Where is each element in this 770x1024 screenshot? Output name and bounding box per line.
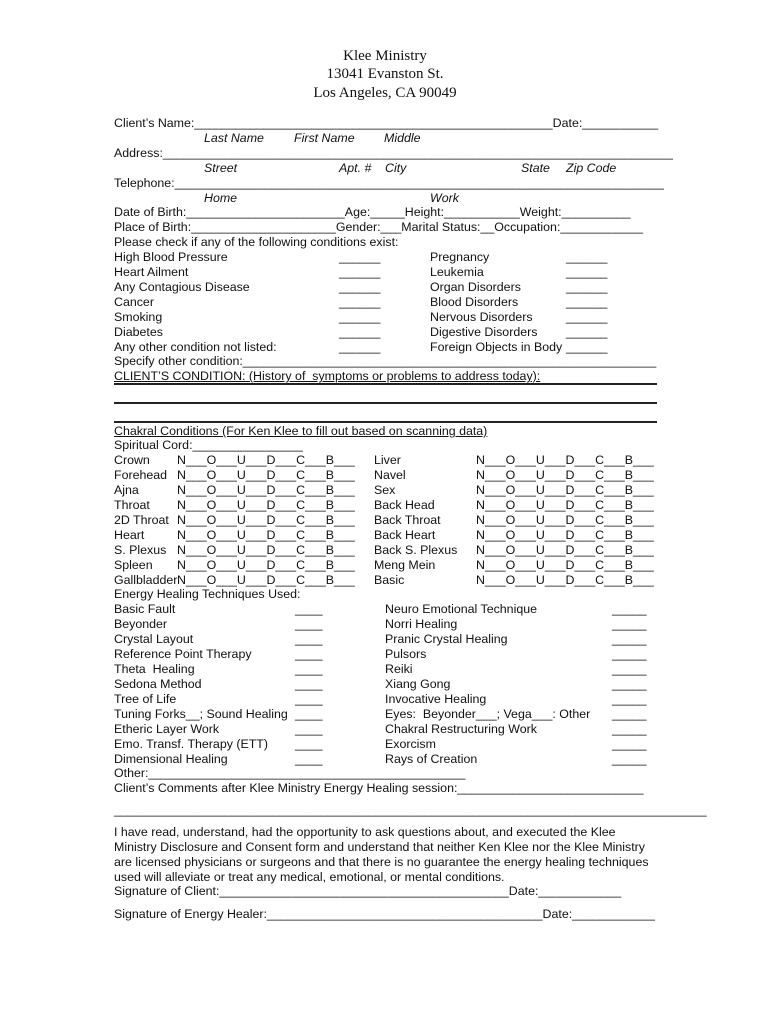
city-label: City [385, 161, 407, 175]
chakra-label: Forehead [114, 468, 168, 482]
chakra-scale[interactable]: N___O___U___D___C___B___ [476, 498, 654, 512]
technique-label: Exorcism [385, 737, 436, 751]
chakra-label: Throat [114, 498, 150, 512]
condition-label: High Blood Pressure [114, 250, 228, 264]
technique-label: Invocative Healing [385, 692, 487, 706]
condition-checkbox-blank[interactable]: ______ [339, 280, 381, 294]
last-name-label: Last Name [204, 131, 264, 145]
technique-checkbox-blank[interactable]: ____ [295, 677, 323, 691]
chakra-label: Sex [374, 483, 396, 497]
technique-checkbox-blank[interactable]: ____ [295, 647, 323, 661]
technique-label: Dimensional Healing [114, 752, 228, 766]
org-street: 13041 Evanston St. [326, 66, 444, 82]
client-name-field[interactable]: Client’s Name:____________________________________________________Date:___________ [114, 116, 659, 130]
technique-label: Pulsors [385, 647, 427, 661]
chakral-title: Chakral Conditions (For Ken Klee to fill out based on scanning data) [114, 424, 488, 438]
technique-checkbox-blank[interactable]: _____ [612, 722, 647, 736]
chakra-label: Meng Mein [374, 558, 436, 572]
technique-checkbox-blank[interactable]: _____ [612, 752, 647, 766]
technique-checkbox-blank[interactable]: ____ [295, 602, 323, 616]
condition-checkbox-blank[interactable]: ______ [566, 250, 608, 264]
technique-label: Sedona Method [114, 677, 202, 691]
consent-line: used will alleviate or treat any medical, emotional, or mental conditions. [114, 870, 505, 884]
condition-checkbox-blank[interactable]: ______ [339, 250, 381, 264]
technique-checkbox-blank[interactable]: _____ [612, 617, 647, 631]
chakra-scale[interactable]: N___O___U___D___C___B___ [177, 483, 355, 497]
condition-label: Smoking [114, 310, 163, 324]
org-city: Los Angeles, CA 90049 [313, 85, 457, 101]
specify-condition-field[interactable]: Specify other condition:____________________________________________________________ [114, 354, 657, 368]
chakra-label: Back Throat [374, 513, 441, 527]
address-field[interactable]: Address:__________________________________________________________________________ [114, 146, 673, 160]
chakra-label: Navel [374, 468, 406, 482]
consent-line: I have read, understand, had the opportunity to ask questions about, and executed the Klee [114, 825, 616, 839]
technique-label: Xiang Gong [385, 677, 451, 691]
technique-checkbox-blank[interactable]: _____ [612, 677, 647, 691]
chakra-scale[interactable]: N___O___U___D___C___B___ [476, 513, 654, 527]
middle-name-label: Middle [384, 131, 421, 145]
chakra-scale[interactable]: N___O___U___D___C___B___ [177, 498, 355, 512]
chakra-scale[interactable]: N___O___U___D___C___B___ [177, 468, 355, 482]
condition-label: Digestive Disorders [430, 325, 538, 339]
technique-checkbox-blank[interactable]: _____ [612, 707, 647, 721]
technique-checkbox-blank[interactable]: ____ [295, 662, 323, 676]
chakra-label: 2D Throat [114, 513, 169, 527]
condition-checkbox-blank[interactable]: ______ [339, 265, 381, 279]
technique-label: Rays of Creation [385, 752, 478, 766]
technique-label: Beyonder [114, 617, 168, 631]
client-comments-blank[interactable]: ______________________________________________________________________________________ [114, 803, 707, 817]
conditions-intro: Please check if any of the following conditions exist: [114, 235, 399, 249]
condition-rule-1 [114, 383, 657, 385]
condition-label: Blood Disorders [430, 295, 519, 309]
work-label: Work [430, 191, 459, 205]
technique-label: Eyes: Beyonder___; Vega___: Other [385, 707, 591, 721]
client-signature-field[interactable]: Signature of Client:__________________________________________Date:____________ [114, 884, 622, 898]
condition-checkbox-blank[interactable]: ______ [566, 325, 608, 339]
chakra-label: Spleen [114, 558, 153, 572]
chakra-scale[interactable]: N___O___U___D___C___B___ [476, 543, 654, 557]
technique-checkbox-blank[interactable]: ____ [295, 632, 323, 646]
condition-label: Foreign Objects in Body [430, 340, 563, 354]
technique-checkbox-blank[interactable]: ____ [295, 707, 323, 721]
chakra-label: Basic [374, 573, 405, 587]
condition-checkbox-blank[interactable]: ______ [339, 325, 381, 339]
chakra-scale[interactable]: N___O___U___D___C___B___ [476, 528, 654, 542]
first-name-label: First Name [294, 131, 355, 145]
condition-checkbox-blank[interactable]: ______ [566, 310, 608, 324]
chakra-scale[interactable]: N___O___U___D___C___B___ [476, 483, 654, 497]
technique-label: Neuro Emotional Technique [385, 602, 537, 616]
spiritual-cord-field[interactable]: Spiritual Cord:________________ [114, 438, 303, 452]
condition-label: Organ Disorders [430, 280, 521, 294]
chakra-label: Crown [114, 453, 150, 467]
condition-rule-2 [114, 402, 657, 404]
techniques-title: Energy Healing Techniques Used: [114, 587, 301, 601]
technique-checkbox-blank[interactable]: _____ [612, 632, 647, 646]
chakra-scale[interactable]: N___O___U___D___C___B___ [177, 558, 355, 572]
technique-label: Chakral Restructuring Work [385, 722, 537, 736]
condition-checkbox-blank[interactable]: ______ [339, 295, 381, 309]
technique-label: Crystal Layout [114, 632, 194, 646]
technique-checkbox-blank[interactable]: _____ [612, 662, 647, 676]
consent-line: are licensed physicians or surgeons and that there is no guarantee the energy healing techniques [114, 855, 649, 869]
condition-label: Heart Ailment [114, 265, 189, 279]
chakra-label: Heart [114, 528, 145, 542]
technique-checkbox-blank[interactable]: ____ [295, 752, 323, 766]
technique-label: Reference Point Therapy [114, 647, 252, 661]
technique-label: Etheric Layer Work [114, 722, 220, 736]
technique-label: Tuning Forks__; Sound Healing [114, 707, 288, 721]
technique-checkbox-blank[interactable]: ____ [295, 737, 323, 751]
technique-checkbox-blank[interactable]: _____ [612, 692, 647, 706]
chakra-label: Liver [374, 453, 401, 467]
condition-label: Nervous Disorders [430, 310, 533, 324]
technique-label: Theta Healing [114, 662, 195, 676]
condition-checkbox-blank[interactable]: ______ [339, 340, 381, 354]
technique-checkbox-blank[interactable]: _____ [612, 737, 647, 751]
state-label: State [521, 161, 550, 175]
chakra-label: Back Heart [374, 528, 436, 542]
condition-label: Any other condition not listed: [114, 340, 277, 354]
pob-field[interactable]: Place of Birth:_____________________Gender:___Marital Status:__Occupation:____________ [114, 220, 644, 234]
chakra-label: Back S. Plexus [374, 543, 458, 557]
technique-checkbox-blank[interactable]: _____ [612, 647, 647, 661]
chakra-scale[interactable]: N___O___U___D___C___B___ [177, 543, 355, 557]
technique-checkbox-blank[interactable]: ____ [295, 692, 323, 706]
zip-label: Zip Code [566, 161, 617, 175]
chakra-scale[interactable]: N___O___U___D___C___B___ [177, 513, 355, 527]
condition-label: Cancer [114, 295, 154, 309]
chakra-scale[interactable]: N___O___U___D___C___B___ [476, 573, 654, 587]
apt-label: Apt. # [339, 161, 372, 175]
condition-checkbox-blank[interactable]: ______ [566, 295, 608, 309]
technique-label: Emo. Transf. Therapy (ETT) [114, 737, 269, 751]
chakra-scale[interactable]: N___O___U___D___C___B___ [177, 573, 355, 587]
chakra-label: S. Plexus [114, 543, 167, 557]
technique-checkbox-blank[interactable]: _____ [612, 602, 647, 616]
chakra-scale[interactable]: N___O___U___D___C___B___ [476, 558, 654, 572]
home-label: Home [204, 191, 238, 205]
technique-label: Reiki [385, 662, 413, 676]
condition-checkbox-blank[interactable]: ______ [566, 280, 608, 294]
condition-label: Leukemia [430, 265, 484, 279]
org-name: Klee Ministry [343, 48, 427, 64]
condition-rule-3 [114, 421, 657, 423]
chakra-label: Back Head [374, 498, 435, 512]
condition-checkbox-blank[interactable]: ______ [566, 265, 608, 279]
condition-label: Pregnancy [430, 250, 490, 264]
chakra-scale[interactable]: N___O___U___D___C___B___ [476, 453, 654, 467]
healer-signature-field[interactable]: Signature of Energy Healer:________________________________________Date:____________ [114, 907, 655, 921]
chakra-label: Gallbladder [114, 573, 178, 587]
technique-label: Basic Fault [114, 602, 176, 616]
chakra-scale[interactable]: N___O___U___D___C___B___ [476, 468, 654, 482]
technique-label: Tree of Life [114, 692, 177, 706]
condition-checkbox-blank[interactable]: ______ [566, 340, 608, 354]
condition-checkbox-blank[interactable]: ______ [339, 310, 381, 324]
technique-checkbox-blank[interactable]: ____ [295, 617, 323, 631]
telephone-field[interactable]: Telephone:_______________________________________________________________________ [114, 176, 664, 190]
consent-line: Ministry Disclosure and Consent form and understand that neither Ken Klee nor the Klee Ministry [114, 840, 646, 854]
street-label: Street [204, 161, 238, 175]
client-condition-heading: CLIENT’S CONDITION: (History of symptoms or problems to address today): [114, 369, 541, 383]
other-technique-field[interactable]: Other:______________________________________________ [114, 766, 466, 780]
technique-label: Norri Healing [385, 617, 458, 631]
condition-label: Diabetes [114, 325, 163, 339]
chakra-scale[interactable]: N___O___U___D___C___B___ [177, 453, 355, 467]
dob-field[interactable]: Date of Birth:_______________________Age:_____Height:___________Weight:__________ [114, 205, 631, 219]
client-comments-field[interactable]: Client’s Comments after Klee Ministry Energy Healing session:___________________________ [114, 781, 644, 795]
technique-label: Pranic Crystal Healing [385, 632, 508, 646]
condition-label: Any Contagious Disease [114, 280, 250, 294]
technique-checkbox-blank[interactable]: ____ [295, 722, 323, 736]
chakra-label: Ajna [114, 483, 139, 497]
chakra-scale[interactable]: N___O___U___D___C___B___ [177, 528, 355, 542]
